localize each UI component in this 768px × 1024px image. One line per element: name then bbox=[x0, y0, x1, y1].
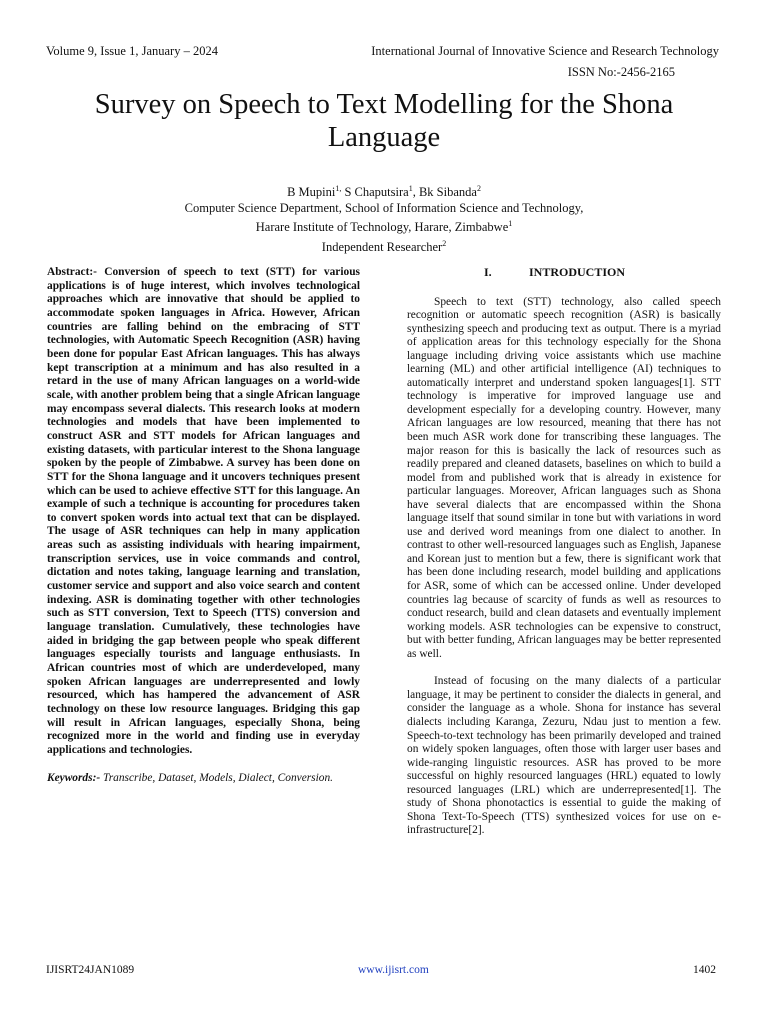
left-column bbox=[47, 266, 360, 785]
author-affil-mark: 1, bbox=[335, 184, 342, 193]
paper-title: Survey on Speech to Text Modelling for the Shona Language bbox=[94, 89, 674, 153]
author-affil-mark: 1 bbox=[408, 184, 413, 193]
affiliation-text: Independent Researcher bbox=[321, 239, 443, 254]
affiliation-mark: 1 bbox=[508, 219, 513, 229]
footer-url-link[interactable]: www.ijisrt.com bbox=[358, 964, 429, 976]
affiliation-text: Harare Institute of Technology, Harare, Zimbabwe bbox=[255, 220, 509, 235]
section-number: I. bbox=[484, 265, 492, 279]
author-name: S Chaputsira bbox=[341, 185, 409, 200]
affiliation-line: Computer Science Department, School of Information Science and Technology, bbox=[184, 200, 584, 215]
section-heading bbox=[407, 266, 721, 280]
right-column bbox=[407, 266, 721, 838]
header-volume: Volume 9, Issue 1, January – 2024 bbox=[46, 44, 218, 58]
footer-page-number: 1402 bbox=[693, 964, 716, 976]
header-journal-name: International Journal of Innovative Science and Research Technology bbox=[371, 44, 719, 58]
affiliation-line bbox=[60, 236, 708, 256]
keywords-list: Transcribe, Dataset, Models, Dialect, Conversion. bbox=[100, 771, 334, 784]
author-affil-mark: 2 bbox=[476, 184, 481, 193]
author-block bbox=[60, 181, 708, 255]
section-title: INTRODUCTION bbox=[529, 265, 626, 279]
intro-paragraph-1: Speech to text (STT) technology, also called speech recognition or automatic speech recognition (ASR) is basically synthesizing speech and producing text as output. There is a myriad of application areas for this technology especially for the Shona language including driving voice assistants which use machine learning (ML) and other artificial intelligence (AI) techniques to automatically interpret and understand spoken languages[1]. STT technology is imperative for improved language use and development especially for a developing country. However, many African languages are low resourced, meaning that there has not been much ASR work done for transcribing these languages. The major reason for this is basically the lack of resources such as readily prepared and cleaned datasets, baselines on which to build a model from and published work that is already in existence for particular languages. Moreover, African languages such as Shona have several dialects that are encompassed within the Shona language itself that sound similar in tone but with variations in word use and derived word meanings from one dialect to another. In contrast to other well-resourced languages such as English, Japanese and Korean just to mention but a few, there is significant work that has been done including research, model building and applications for ASR, some of which can be accessed online. Under developed countries lag because of scarcity of funds as well as resources to conduct research, build and clean datasets and eventually implement working models. ASR technologies can be expensive to construct, but with better funding, African languages may be better represented as well. bbox=[407, 295, 721, 660]
keywords-label: Keywords:- bbox=[47, 771, 101, 784]
author-names bbox=[60, 181, 708, 201]
footer-paper-id: IJISRT24JAN1089 bbox=[46, 964, 135, 976]
header-issn: ISSN No:-2456-2165 bbox=[567, 65, 675, 79]
keywords bbox=[47, 772, 360, 786]
author-name: , Bk Sibanda bbox=[412, 185, 477, 200]
abstract: Abstract:- Conversion of speech to text (STT) for various applications is of huge interest, which involves technological approaches which are innovative that should be applied to accommodate spoken languages in Africa. However, African countries are falling behind on the embracing of STT technologies, with Automatic Speech Recognition (ASR) having been done for popular East African languages. This has always kept transcription at a minimum and has also resulted in a retard in the use of many African languages on a world-wide scale, with another problem being that a single African language may encompass several dialects. This research looks at modern technologies and models that have been implemented to construct ASR and STT models for African languages and existing datasets, with particular interest to the Shona language spoken by the people of Zimbabwe. A survey has been done on STT for the Shona language and it uncovers techniques present which can be used to achieve effective STT for this language. An example of such a technique is accounting for procedures taken to convert spoken words into actual text that can be displayed. The usage of ASR techniques can help in many application areas such as assisting individuals with hearing impairment, transcription services, use in voice commands and control, dictation and notes taking, language learning and translation, customer service and support and also voice search and content indexing. ASR is dominating together with other technologies such as STT conversion, Text to Speech (TTS) conversion and language translation. Cumulatively, these technologies have aided in bridging the gap between people who speak different languages especially tourists and language enthusiasts. In African countries most of which are underdeveloped, many spoken African languages are underrepresented and lowly resourced, which has hampered the advancement of ASR technology on these low resource languages. Bridging this gap will result in African languages, especially Shona, being recognized more in the world and finding use in everyday applications and technologies. bbox=[47, 266, 360, 756]
affiliation-line bbox=[60, 216, 708, 236]
intro-paragraph-2: Instead of focusing on the many dialects of a particular language, it may be pertinent to consider the dialects in general, and consider the language as a whole. Shona for instance has several dialects including Karanga, Zezuru, Ndau just to mention a few. Speech-to-text technology has been primarily developed and trained on widely spoken languages, often those with larger user bases and wide-ranging linguistic resources. ASR has proved to be more successful on highly resourced languages (HRL) equated to lowly resourced languages (LRL) which are underrepresented[1]. The study of Shona phonotactics is essential to guide the making of Shona Text-To-Speech (TTS) synthesized voices for use on e-infrastructure[2]. bbox=[407, 675, 721, 837]
affiliation-mark: 2 bbox=[442, 238, 447, 248]
author-name: B Mupini bbox=[287, 185, 336, 200]
